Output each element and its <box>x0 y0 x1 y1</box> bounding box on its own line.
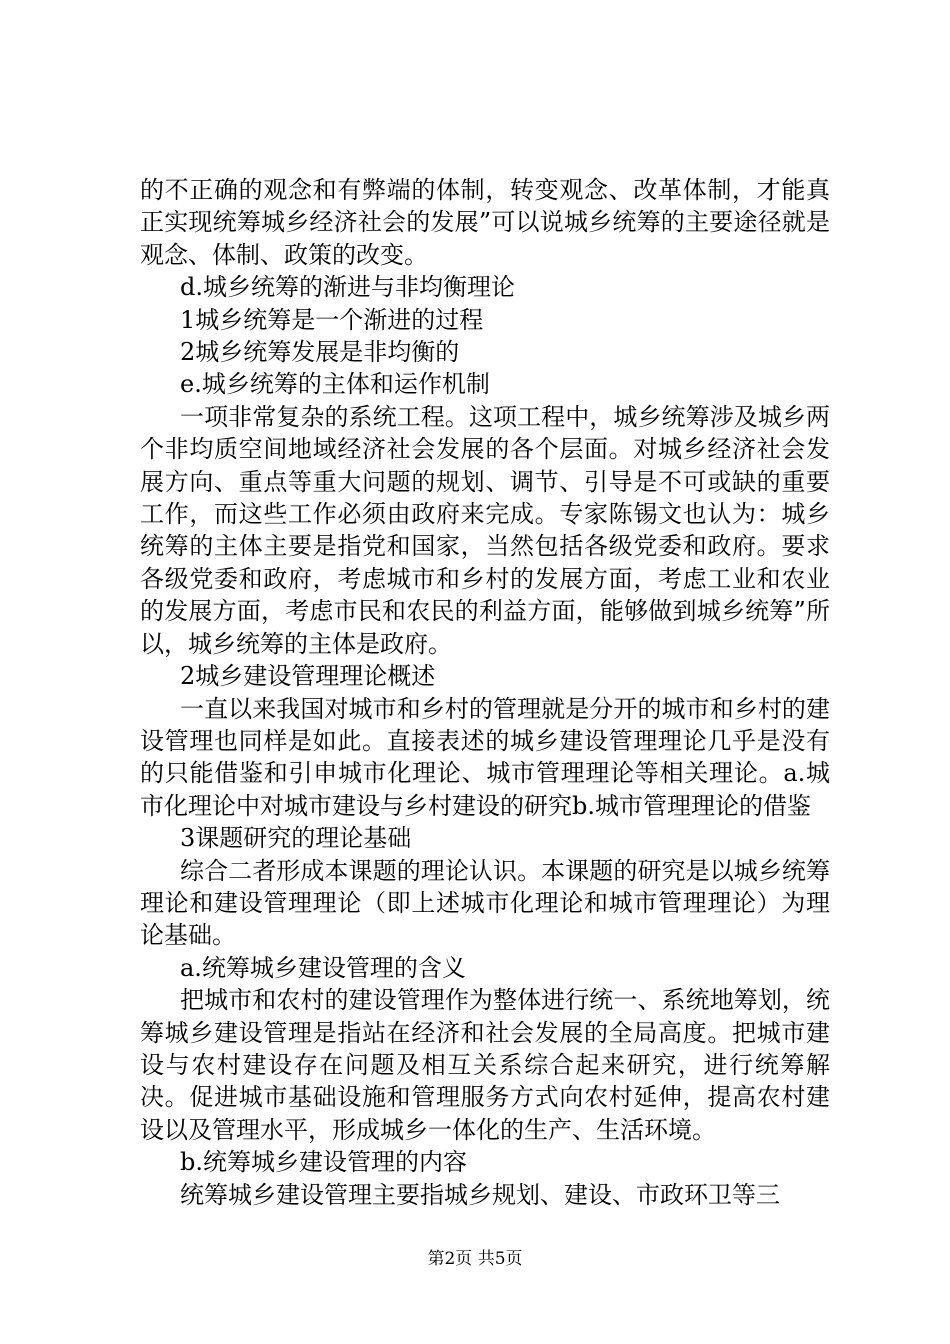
paragraph-14: 统筹城乡建设管理主要指城乡规划、建设、市政环卫等三 <box>180 1180 780 1209</box>
paragraph-7: 2城乡建设管理理论概述 <box>180 662 436 691</box>
paragraph-12: 把城市和农村的建设管理作为整体进行统一、系统地筹划，统筹城乡建设管理是指站在经济和社会发展的全局高度。把城市建设与农村建设存在问题及相互关系综合起来研究，进行统筹解决。促进城市基础设施和管理服务方式向农村延伸，提高农村建设以及管理水平，形成城乡一体化的生产、生活环境。 <box>140 986 830 1144</box>
paragraph-8: 一直以来我国对城市和乡村的管理就是分开的城市和乡村的建设管理也同样是如此。直接表述的城乡建设管理理论几乎是没有的只能借鉴和引申城市化理论、城市管理理论等相关理论。a.城市化理论中对城市建设与乡村建设的研究b.城市管理理论的借鉴 <box>140 694 830 820</box>
paragraph-5: e.城乡统筹的主体和运作机制 <box>180 370 490 399</box>
paragraph-6: 一项非常复杂的系统工程。这项工程中，城乡统筹涉及城乡两个非均质空间地域经济社会发展的各个层面。对城乡经济社会发展方向、重点等重大问题的规划、调节、引导是不可或缺的重要工作，而这些工作必须由政府来完成。专家陈锡文也认为：城乡统筹的主体主要是指党和国家，当然包括各级党委和政府。要求各级党委和政府，考虑城市和乡村的发展方面，考虑工业和农业的发展方面，考虑市民和农民的利益方面，能够做到城乡统筹”所以，城乡统筹的主体是政府。 <box>140 402 830 658</box>
paragraph-10: 综合二者形成本课题的理论认识。本课题的研究是以城乡统筹理论和建设管理理论（即上述城市化理论和城市管理理论）为理论基础。 <box>140 856 830 950</box>
paragraph-9: 3课题研究的理论基础 <box>180 824 412 853</box>
paragraph-11: a.统筹城乡建设管理的含义 <box>180 953 466 982</box>
paragraph-1: 的不正确的观念和有弊端的体制，转变观念、改革体制，才能真正实现统筹城乡经济社会的发展”可以说城乡统筹的主要途径就是观念、体制、政策的改变。 <box>140 176 830 269</box>
paragraph-13: b.统筹城乡建设管理的内容 <box>180 1148 467 1177</box>
page-number-footer: 第2页 共5页 <box>427 1249 523 1269</box>
document-body <box>140 174 830 1211</box>
paragraph-2: d.城乡统筹的渐进与非均衡理论 <box>180 273 515 302</box>
paragraph-3: 1城乡统筹是一个渐进的过程 <box>180 305 484 334</box>
paragraph-4: 2城乡统筹发展是非均衡的 <box>180 338 460 367</box>
